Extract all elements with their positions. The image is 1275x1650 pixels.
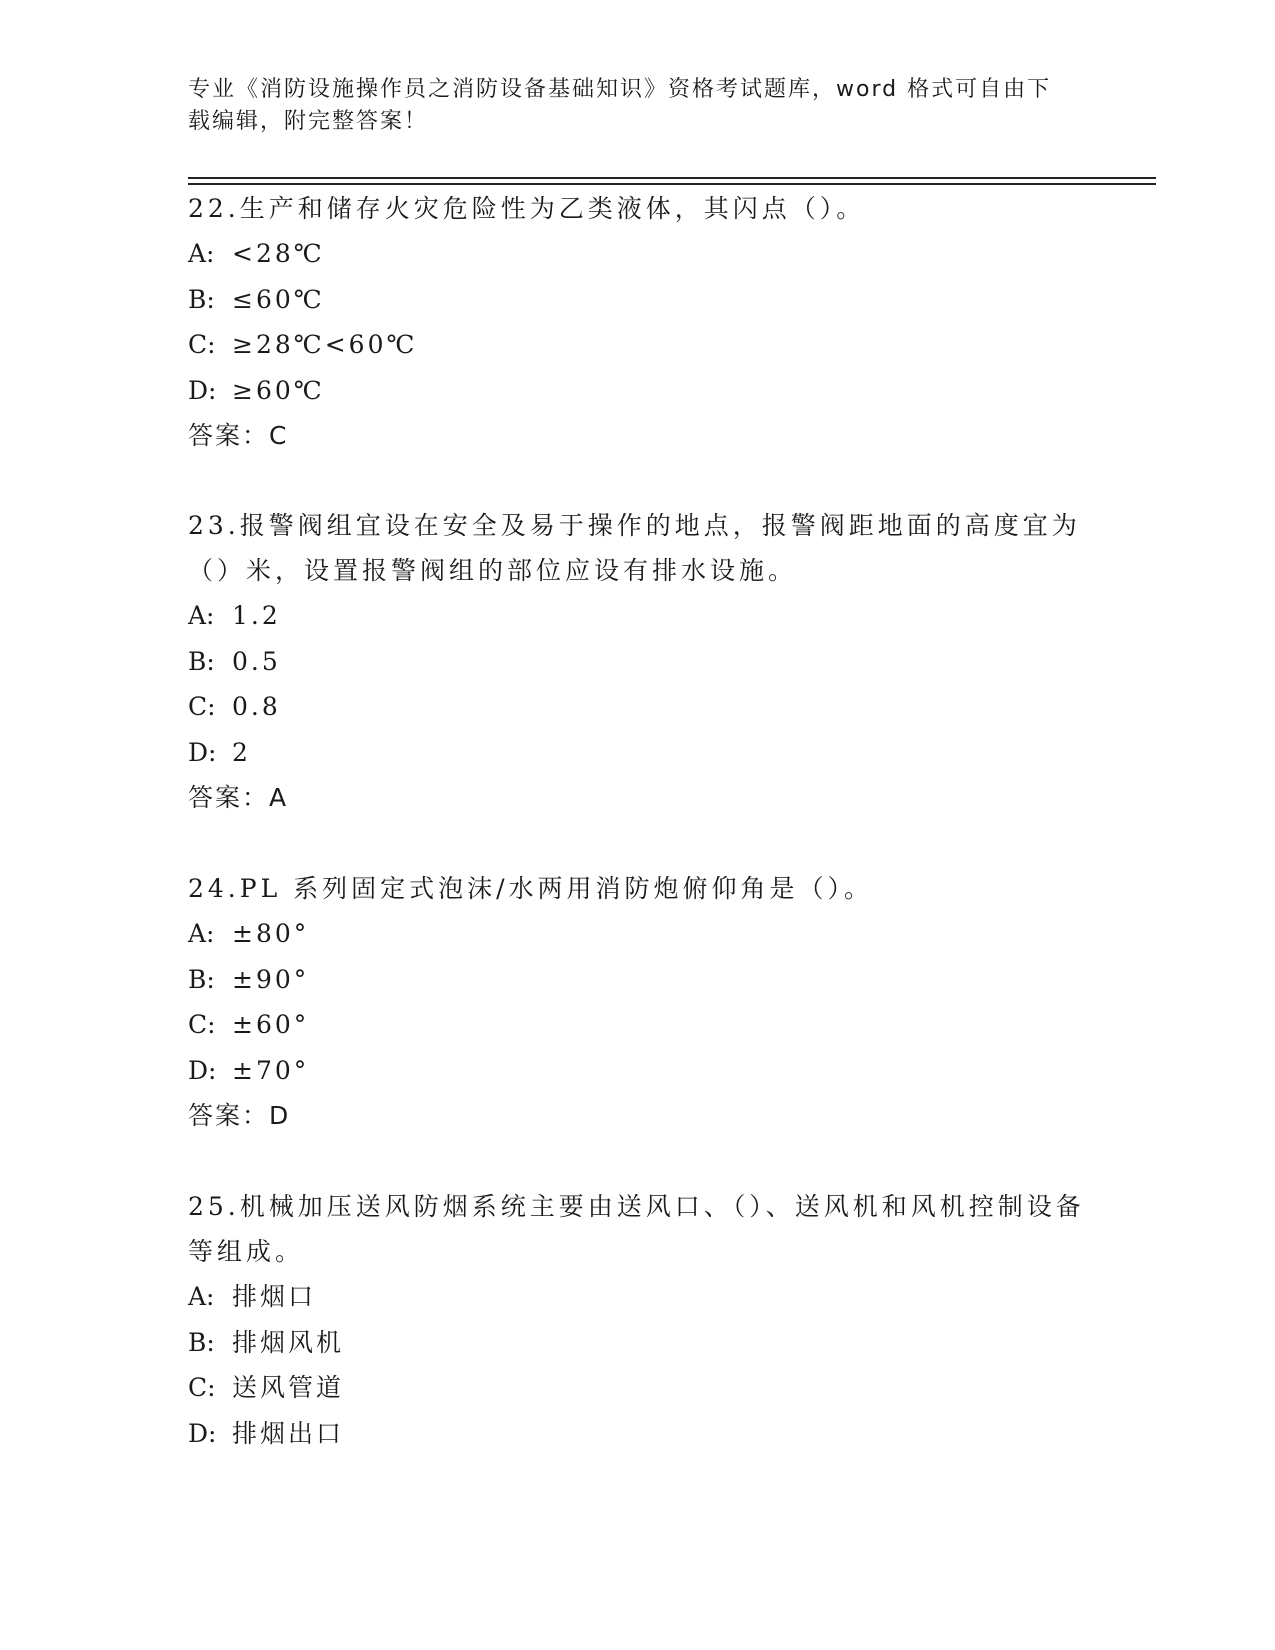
header-divider-top [188, 177, 1156, 179]
option-a [188, 911, 1088, 957]
option-letter: D: [188, 1055, 217, 1085]
option-text: ±70° [232, 1055, 310, 1085]
option-text: 1.2 [232, 601, 281, 630]
option-text: 2 [232, 737, 251, 767]
option-c [188, 1365, 1088, 1411]
option-letter: B: [188, 284, 215, 314]
option-letter: B: [188, 1327, 215, 1357]
option-text: <28℃ [232, 239, 325, 268]
document-header [188, 74, 1068, 138]
question-25 [188, 1184, 1088, 1456]
answer: 答案：A [188, 783, 289, 812]
option-d [188, 730, 1088, 776]
header-divider-bottom [188, 183, 1156, 185]
option-b [188, 957, 1088, 1003]
option-d [188, 1048, 1088, 1094]
option-letter: B: [188, 646, 215, 676]
option-letter: D: [188, 1418, 217, 1448]
option-letter: C: [188, 330, 216, 359]
option-b [188, 277, 1088, 323]
question-stem: 24.PL 系列固定式泡沫/水两用消防炮俯仰角是（）。 [188, 874, 874, 903]
option-text: ±80° [232, 919, 310, 948]
option-text: ≥60℃ [232, 375, 325, 405]
option-c [188, 322, 1088, 368]
option-letter: B: [188, 964, 215, 994]
option-text: ≥28℃<60℃ [232, 330, 418, 359]
question-23 [188, 503, 1088, 820]
option-c [188, 1002, 1088, 1048]
option-b [188, 1320, 1088, 1366]
answer: 答案：C [188, 421, 289, 450]
question-22 [188, 186, 1088, 458]
option-c [188, 684, 1088, 730]
header-line-2: 载编辑，附完整答案！ [188, 109, 429, 134]
question-stem: 25.机械加压送风防烟系统主要由送风口、（）、送风机和风机控制设备等组成。 [188, 1192, 1085, 1266]
option-text: ±90° [232, 964, 310, 994]
option-text: 排烟出口 [232, 1418, 345, 1448]
option-a [188, 593, 1088, 639]
option-letter: C: [188, 692, 216, 721]
option-letter: A: [188, 1282, 215, 1311]
option-b [188, 639, 1088, 685]
option-d [188, 1411, 1088, 1457]
option-letter: C: [188, 1373, 216, 1402]
option-text: 送风管道 [232, 1373, 345, 1402]
option-letter: A: [188, 239, 215, 268]
option-a [188, 231, 1088, 277]
option-letter: A: [188, 919, 215, 948]
option-text: 0.5 [232, 646, 281, 676]
answer: 答案：D [188, 1101, 291, 1130]
option-d [188, 368, 1088, 414]
option-text: 排烟风机 [232, 1327, 345, 1357]
option-text: 0.8 [232, 692, 281, 721]
option-text: ≤60℃ [232, 284, 325, 314]
header-line-1: 专业《消防设施操作员之消防设备基础知识》资格考试题库，word 格式可自由下 [188, 77, 1052, 102]
question-24 [188, 866, 1088, 1138]
option-letter: D: [188, 737, 217, 767]
option-letter: A: [188, 601, 215, 630]
question-stem: 23.报警阀组宜设在安全及易于操作的地点，报警阀距地面的高度宜为（）米，设置报警阀组的部位应设有排水设施。 [188, 511, 1081, 585]
option-text: ±60° [232, 1010, 310, 1039]
option-a [188, 1274, 1088, 1320]
option-text: 排烟口 [232, 1282, 317, 1311]
question-stem: 22.生产和储存火灾危险性为乙类液体，其闪点（）。 [188, 194, 866, 223]
option-letter: D: [188, 375, 217, 405]
option-letter: C: [188, 1010, 216, 1039]
